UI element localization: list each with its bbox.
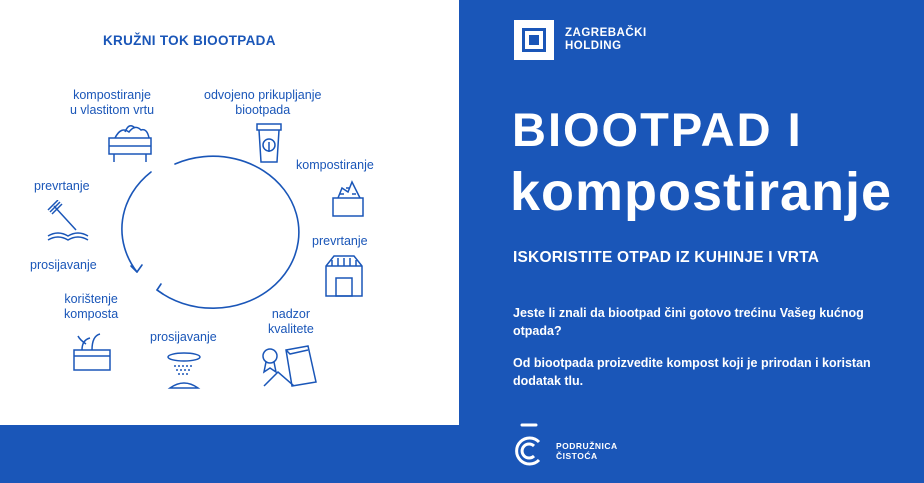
step-sieving-left-label: prosijavanje [30, 258, 97, 272]
rake-icon [46, 200, 90, 244]
step-compost-use-label: korištenje komposta [64, 292, 119, 321]
headline-line-1: BIOOTPAD I [512, 103, 803, 156]
planter-box-icon [70, 330, 114, 374]
step-separate-collection-label: odvojeno prikupljanje biootpada [204, 88, 322, 117]
compost-pile-icon [330, 176, 366, 218]
quality-sacks-icon [258, 342, 322, 388]
headline-line-2: kompostiranje [510, 162, 893, 222]
bio-bin-icon [254, 122, 284, 164]
paragraph-1: Jeste li znali da biootpad čini gotovo trećinu Vašeg kućnog otpada? [513, 306, 864, 338]
turning-building-icon [322, 252, 366, 298]
step-turning-left-label: prevrtanje [34, 179, 90, 193]
cycle-title: KRUŽNI TOK BIOOTPADA [103, 33, 276, 48]
step-turning-label: prevrtanje [312, 234, 368, 248]
cistoca-logo-icon [512, 422, 546, 468]
step-quality-control-label: nadzor kvalitete [268, 307, 314, 336]
step-composting-label: kompostiranje [296, 158, 374, 172]
cycle-arrow [117, 150, 307, 325]
step-garden-composting-label: kompostiranje u vlastitom vrtu [70, 88, 155, 117]
brand-name: ZAGREBAČKI HOLDING [565, 27, 647, 52]
paragraph-2: Od biootpada proizvedite kompost koji je prirodan i koristan dodatak tlu. [513, 356, 871, 388]
compost-bin-garden-icon [105, 120, 155, 164]
subheading: ISKORISTITE OTPAD IZ KUHINJE I VRTA [513, 249, 820, 266]
step-sieving-label: prosijavanje [150, 330, 217, 344]
logo-dot [529, 35, 539, 45]
zagrebacki-holding-logo-mark [514, 20, 554, 60]
footer-brand-name: PODRUŽNICA ČISTOĆA [556, 441, 618, 461]
sieve-icon [164, 350, 204, 392]
